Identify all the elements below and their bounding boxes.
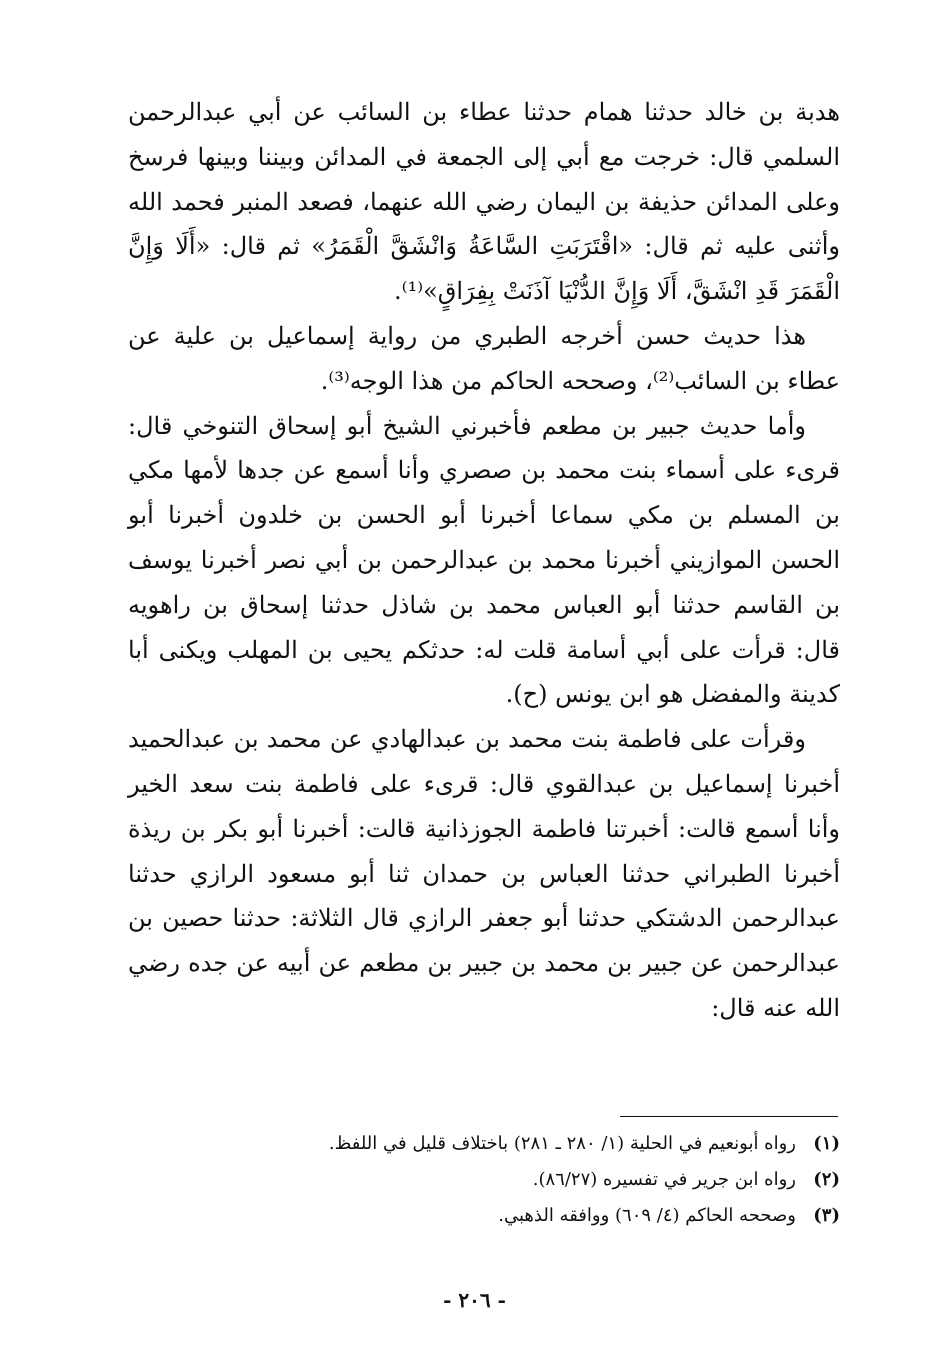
footnote-text: وصححه الحاكم (٤/ ٦٠٩) ووافقه الذهبي. xyxy=(498,1205,796,1226)
footnote-number: (٢) xyxy=(813,1169,840,1190)
main-text xyxy=(128,90,840,1031)
footnote-divider xyxy=(620,1116,838,1117)
footnote-text: رواه ابن جرير في تفسيره (٨٦/٢٧). xyxy=(532,1169,796,1190)
footnote-text: رواه أبونعيم في الحلية (١/ ٢٨٠ ـ ٢٨١) باختلاف قليل في اللفظ. xyxy=(328,1133,796,1154)
footnote-1 xyxy=(200,1126,840,1162)
footnote-number: (١) xyxy=(813,1133,840,1154)
footnote-3 xyxy=(200,1198,840,1234)
footnote-number: (٣) xyxy=(813,1205,840,1226)
footnote-2 xyxy=(200,1162,840,1198)
paragraph-3: وأما حديث جبير بن مطعم فأخبرني الشيخ أبو إسحاق التنوخي قال: قرىء على أسماء بنت محمد بن صصري وأنا أسمع عن جدها لأمها مكي بن المسلم بن مكي سماعا أخبرنا أبو الحسن بن خلدون أخبرنا أبو الحسن الموازيني أخبرنا محمد بن عبدالرحمن بن أبي نصر أخبرنا يوسف بن القاسم حدثنا أبو العباس محمد بن شاذل حدثنا إسحاق بن راهويه قال: قرأت على أبي أسامة قلت له: حدثكم يحيى بن المهلب ويكنى أبا كدينة والمفضل هو ابن يونس (ح). xyxy=(128,411,840,709)
paragraph-4: وقرأت على فاطمة بنت محمد بن عبدالهادي عن محمد بن عبدالحميد أخبرنا إسماعيل بن عبدالقوي قال: قرىء على فاطمة بنت سعد الخير وأنا أسمع قالت: أخبرتنا فاطمة الجوزذانية قالت: أخبرنا أبو بكر بن ريذة أخبرنا الطبراني حدثنا العباس بن حمدان ثنا أبو مسعود الرازي حدثنا عبدالرحمن الدشتكي حدثنا أبو جعفر الرازي قال الثلاثة: حدثنا حصين بن عبدالرحمن عن جبير بن محمد بن جبير بن مطعم عن أبيه عن جده رضي الله عنه قال: xyxy=(128,725,841,1022)
paragraph-1: هدبة بن خالد حدثنا همام حدثنا عطاء بن السائب عن أبي عبدالرحمن السلمي قال: خرجت مع أبي إلى الجمعة في المدائن وبيننا وبينها فرسخ وعلى المدائن حذيفة بن اليمان رضي الله عنهما، فصعد المنبر فحمد الله وأثنى عليه ثم قال: «اقْتَرَبَتِ السَّاعَةُ وَانْشَقَّ الْقَمَرُ» ثم قال: «أَلَا وَإِنَّ الْقَمَرَ قَدِ انْشَقَّ، أَلَا وَإِنَّ الدُّنْيَا آذَنَتْ بِفِرَاقٍ»⁽¹⁾. xyxy=(128,98,840,306)
page-number: - ٢٠٦ - xyxy=(443,1288,506,1312)
paragraph-2: هذا حديث حسن أخرجه الطبري من رواية إسماعيل بن علية عن عطاء بن السائب⁽²⁾، وصححه الحاكم من هذا الوجه⁽³⁾. xyxy=(128,321,840,395)
footnotes xyxy=(200,1126,840,1234)
